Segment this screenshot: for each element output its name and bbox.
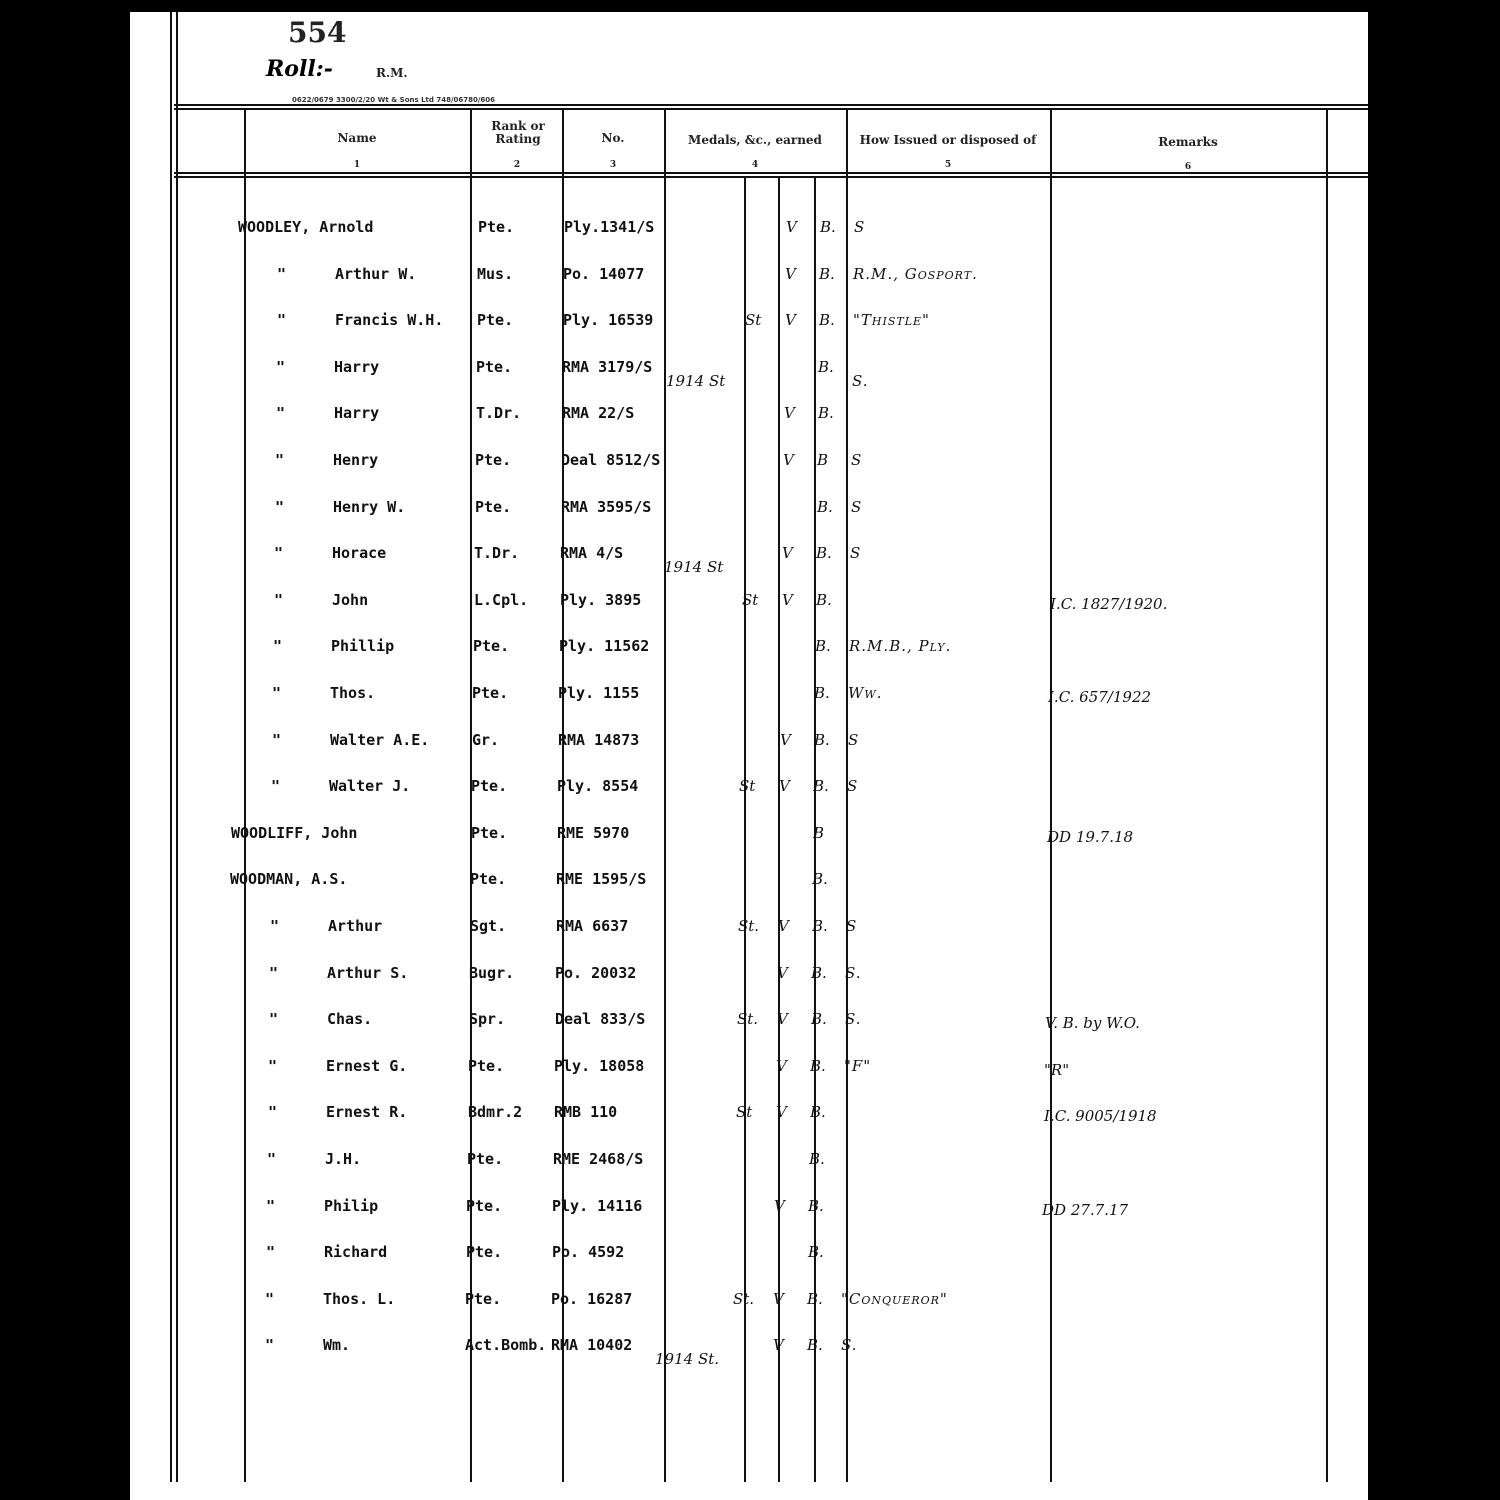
entry-service-number: Po. 14077 <box>563 264 645 283</box>
entry-surname: " <box>265 1289 275 1308</box>
table-row <box>130 870 1368 916</box>
col-header-number-number: 3 <box>609 160 617 170</box>
entry-rank: Pte. <box>468 1056 505 1075</box>
entry-surname: WOODMAN, A.S. <box>230 870 348 889</box>
entry-service-number: RMA 22/S <box>562 404 635 423</box>
entry-medal-british: B <box>813 823 825 842</box>
entry-service-number: Ply. 3895 <box>560 590 642 609</box>
entry-issued: S <box>850 544 862 563</box>
col-header-medals-number: 4 <box>751 160 759 170</box>
entry-surname: " <box>275 497 285 516</box>
col-header-name: Name <box>337 131 377 145</box>
entry-service-number: RMA 10402 <box>551 1336 633 1355</box>
entry-medal-victory: V <box>784 404 795 423</box>
entry-service-number: RMA 14873 <box>558 730 640 749</box>
entry-medal-british: B. <box>817 497 833 516</box>
header-rule-bottom-2 <box>174 176 1368 178</box>
col-header-issued: How Issued or disposed of <box>859 133 1037 147</box>
entry-surname: " <box>268 1056 278 1075</box>
entry-medal-victory: V <box>783 451 794 469</box>
col-header-issued-number: 5 <box>944 160 952 170</box>
roll-sheet <box>130 0 1368 1500</box>
col-header-number: No. <box>601 131 625 145</box>
entry-remarks: I.C. 9005/1918 <box>1044 1107 1157 1126</box>
entry-given-name: Henry <box>333 451 379 469</box>
entry-remarks: DD 19.7.18 <box>1047 827 1134 846</box>
table-row <box>130 544 1368 590</box>
entry-given-name: Chas. <box>327 1010 373 1029</box>
entry-service-number: Deal 833/S <box>555 1010 646 1029</box>
entry-rank: Pte. <box>472 684 509 702</box>
entry-rank: Pte. <box>467 1150 504 1168</box>
entry-medal-british: B. <box>811 1010 827 1029</box>
entry-surname: " <box>272 730 282 749</box>
entry-surname: " <box>266 1243 276 1262</box>
entry-medal-british: B. <box>816 544 832 563</box>
entry-surname: WOODLEY, Arnold <box>238 218 374 236</box>
entry-medal-british: B. <box>809 1150 825 1168</box>
entry-issued: "F" <box>844 1056 872 1075</box>
entry-medal-british: B. <box>820 218 836 236</box>
entry-service-number: RME 5970 <box>557 823 630 842</box>
entry-issued: R.M., Gosport. <box>853 264 978 283</box>
entry-service-number: Ply.1341/S <box>564 218 655 236</box>
entry-service-number: Po. 20032 <box>555 963 637 982</box>
entry-surname: " <box>276 357 286 376</box>
entry-medal-british: B. <box>816 590 832 609</box>
entry-issued: S <box>847 777 859 796</box>
header-rule-bottom <box>174 172 1368 174</box>
entry-issued: S. <box>845 963 862 982</box>
entry-medal-british: B <box>817 451 829 469</box>
entry-service-number: Ply. 8554 <box>557 777 639 796</box>
table-row <box>130 1290 1368 1336</box>
entry-remarks: "R" <box>1044 1060 1070 1079</box>
entry-medal-star: St <box>745 311 762 330</box>
entry-medal-victory: V <box>778 917 789 935</box>
entry-surname: " <box>272 684 282 702</box>
entry-given-name: Horace <box>332 544 387 563</box>
printer-line: 0622/0679 3300/2/20 Wt & Sons Ltd 748/06780/606 <box>292 96 496 104</box>
entry-service-number: Po. 16287 <box>551 1289 633 1308</box>
entry-given-name: Ernest G. <box>326 1056 408 1075</box>
col-header-medals: Medals, &c., earned <box>688 133 822 147</box>
entry-issued: S <box>854 218 866 236</box>
entry-given-name: Philip <box>324 1196 379 1215</box>
entry-rank: Spr. <box>469 1010 506 1029</box>
page-number: 554 <box>288 16 347 49</box>
table-row <box>130 684 1368 730</box>
entry-remarks: I.C. 657/1922 <box>1048 688 1152 706</box>
table-row <box>130 1197 1368 1243</box>
table-row <box>130 1057 1368 1103</box>
entry-medal-british: B. <box>814 684 830 702</box>
entry-surname: " <box>276 404 286 423</box>
entry-service-number: Ply. 16539 <box>563 311 654 330</box>
entry-remarks: DD 27.7.17 <box>1042 1200 1129 1219</box>
entry-medal-victory: V <box>774 1196 785 1215</box>
entry-medal-victory: V <box>777 963 788 982</box>
entry-issued: R.M.B., Ply. <box>849 637 952 656</box>
entry-rank: Mus. <box>477 264 514 283</box>
entry-surname: " <box>267 1150 277 1168</box>
table-row <box>130 964 1368 1010</box>
table-row <box>130 358 1368 404</box>
entry-medal-star: St. <box>733 1289 755 1308</box>
entry-medal-victory: V <box>773 1336 784 1355</box>
entry-medal-victory: V <box>776 1056 787 1075</box>
entry-medal-1914-star: 1914 St <box>666 371 726 390</box>
table-row <box>130 218 1368 264</box>
entry-rank: Pte. <box>466 1196 503 1215</box>
table-row <box>130 451 1368 497</box>
entry-given-name: John <box>332 590 369 609</box>
entry-medal-british: B. <box>818 357 834 376</box>
col-header-rank-number: 2 <box>513 160 521 170</box>
entry-service-number: Ply. 1155 <box>558 684 640 702</box>
entry-given-name: J.H. <box>325 1150 362 1168</box>
entry-issued: S. <box>852 371 869 390</box>
entry-medal-star: St <box>742 590 759 609</box>
entry-medal-british: B. <box>812 870 828 889</box>
entry-rank: Pte. <box>471 823 508 842</box>
entry-given-name: Walter A.E. <box>330 730 430 749</box>
entry-rank: Pte. <box>476 357 513 376</box>
entry-medal-british: B. <box>819 311 835 330</box>
entry-surname: " <box>274 544 284 563</box>
entry-given-name: Henry W. <box>333 497 406 516</box>
entry-medal-british: B. <box>811 963 827 982</box>
entry-service-number: Ply. 14116 <box>552 1196 643 1215</box>
entry-surname: " <box>277 264 287 283</box>
entry-medal-1914-star: 1914 St. <box>655 1350 720 1369</box>
entry-issued: S <box>846 917 858 935</box>
entry-rank: T.Dr. <box>476 404 522 423</box>
entry-issued: "Conqueror" <box>841 1289 948 1308</box>
entry-surname: " <box>269 963 279 982</box>
entry-medal-victory: V <box>780 730 791 749</box>
entry-given-name: Ernest R. <box>326 1103 408 1122</box>
entry-given-name: Phillip <box>331 637 395 656</box>
entry-surname: " <box>273 637 283 656</box>
entry-medal-victory: V <box>786 218 797 236</box>
entry-given-name: Arthur S. <box>327 963 409 982</box>
entry-medal-1914-star: 1914 St <box>664 558 724 577</box>
entry-given-name: Walter J. <box>329 777 411 796</box>
entry-service-number: Deal 8512/S <box>561 451 661 469</box>
entry-issued: S. <box>841 1336 858 1355</box>
entry-service-number: Ply. 18058 <box>554 1056 645 1075</box>
entry-rank: Pte. <box>478 218 515 236</box>
entry-surname: " <box>270 917 280 935</box>
entry-surname: WOODLIFF, John <box>231 823 358 842</box>
table-row <box>130 1103 1368 1149</box>
entry-rank: Pte. <box>471 777 508 796</box>
roll-value: R.M. <box>376 66 408 80</box>
entry-service-number: RMA 6637 <box>556 917 629 935</box>
entry-rank: Bugr. <box>469 963 515 982</box>
entry-rank: Pte. <box>465 1289 502 1308</box>
entry-rank: Pte. <box>466 1243 503 1262</box>
entry-medal-victory: V <box>785 264 796 283</box>
entry-given-name: Harry <box>334 357 380 376</box>
entry-rank: Pte. <box>475 451 512 469</box>
entry-remarks: I.C. 1827/1920. <box>1050 594 1168 613</box>
table-row <box>130 731 1368 777</box>
table-row <box>130 1150 1368 1196</box>
col-header-remarks-number: 6 <box>1184 162 1192 172</box>
entry-medal-british: B. <box>807 1289 823 1308</box>
entry-service-number: Ply. 11562 <box>559 637 650 656</box>
entry-service-number: RMB 110 <box>554 1103 618 1122</box>
table-row <box>130 824 1368 870</box>
entry-rank: Bdmr.2 <box>468 1103 523 1122</box>
col-header-remarks: Remarks <box>1158 135 1218 149</box>
entry-service-number: RME 1595/S <box>556 870 647 889</box>
entry-medal-british: B. <box>812 917 828 935</box>
col-header-rank: Rank or Rating <box>491 119 545 146</box>
entry-medal-british: B. <box>808 1196 824 1215</box>
entry-rank: Sgt. <box>470 917 507 935</box>
entry-medal-british: B. <box>813 777 829 796</box>
entry-rank: Pte. <box>473 637 510 656</box>
entry-service-number: Po. 4592 <box>552 1243 625 1262</box>
entry-medal-british: B. <box>819 264 835 283</box>
entry-rank: Pte. <box>477 311 514 330</box>
entry-surname: " <box>265 1336 275 1355</box>
entry-service-number: RME 2468/S <box>553 1150 644 1168</box>
entry-medal-british: B. <box>807 1336 823 1355</box>
entry-medal-british: B. <box>808 1243 824 1262</box>
col-header-name-number: 1 <box>353 160 361 170</box>
entry-medal-victory: V <box>777 1010 788 1029</box>
entry-service-number: RMA 3179/S <box>562 357 653 376</box>
entry-surname: " <box>275 451 285 469</box>
entry-medal-victory: V <box>782 544 793 563</box>
entry-medal-british: B. <box>814 730 830 749</box>
entry-surname: " <box>268 1103 278 1122</box>
entry-issued: "Thistle" <box>853 311 930 330</box>
entry-rank: Gr. <box>472 730 500 749</box>
entry-issued: S <box>851 497 863 516</box>
entry-service-number: RMA 4/S <box>560 544 624 563</box>
table-row <box>130 1243 1368 1289</box>
header-rule-top <box>174 104 1368 106</box>
table-row <box>130 498 1368 544</box>
entry-surname: " <box>277 311 287 330</box>
entry-surname: " <box>266 1196 276 1215</box>
table-row <box>130 311 1368 357</box>
entry-medal-british: B. <box>810 1103 826 1122</box>
entry-rank: Act.Bomb. <box>465 1336 547 1355</box>
entry-given-name: Arthur W. <box>335 264 417 283</box>
entry-given-name: Wm. <box>323 1336 351 1355</box>
header-rule-top-2 <box>174 108 1368 110</box>
entry-service-number: RMA 3595/S <box>561 497 652 516</box>
entry-medal-british: B. <box>818 404 834 423</box>
entry-given-name: Arthur <box>328 917 383 935</box>
entry-issued: S. <box>845 1010 862 1029</box>
table-row <box>130 637 1368 683</box>
table-row <box>130 591 1368 637</box>
table-row <box>130 404 1368 450</box>
entry-issued: Ww. <box>848 684 883 702</box>
entry-medal-victory: V <box>773 1289 784 1308</box>
table-row <box>130 265 1368 311</box>
entry-medal-british: B. <box>815 637 831 656</box>
entry-medal-victory: V <box>782 590 793 609</box>
entry-given-name: Francis W.H. <box>335 311 444 330</box>
entry-rank: Pte. <box>475 497 512 516</box>
entry-given-name: Thos. <box>330 684 376 702</box>
entry-rank: Pte. <box>470 870 507 889</box>
table-row <box>130 777 1368 823</box>
entry-medal-star: St <box>736 1103 753 1122</box>
entry-medal-british: B. <box>810 1056 826 1075</box>
table-row <box>130 917 1368 963</box>
entry-remarks: V. B. by W.O. <box>1045 1014 1140 1033</box>
entry-given-name: Harry <box>334 404 380 423</box>
entry-rank: T.Dr. <box>474 544 520 563</box>
entry-medal-victory: V <box>776 1103 787 1122</box>
entry-medal-star: St. <box>738 917 760 935</box>
entry-medal-victory: V <box>785 311 796 330</box>
roll-label: Roll:- <box>266 56 333 82</box>
entry-issued: S <box>848 730 860 749</box>
entry-medal-star: St <box>739 777 756 796</box>
table-row <box>130 1336 1368 1382</box>
entry-medal-star: St. <box>737 1010 759 1029</box>
entry-rank: L.Cpl. <box>474 590 529 609</box>
entry-surname: " <box>274 590 284 609</box>
table-row <box>130 1010 1368 1056</box>
entry-issued: S <box>851 451 863 469</box>
entry-surname: " <box>269 1010 279 1029</box>
entry-given-name: Richard <box>324 1243 388 1262</box>
entry-medal-victory: V <box>779 777 790 796</box>
entry-surname: " <box>271 777 281 796</box>
entry-given-name: Thos. L. <box>323 1289 396 1308</box>
